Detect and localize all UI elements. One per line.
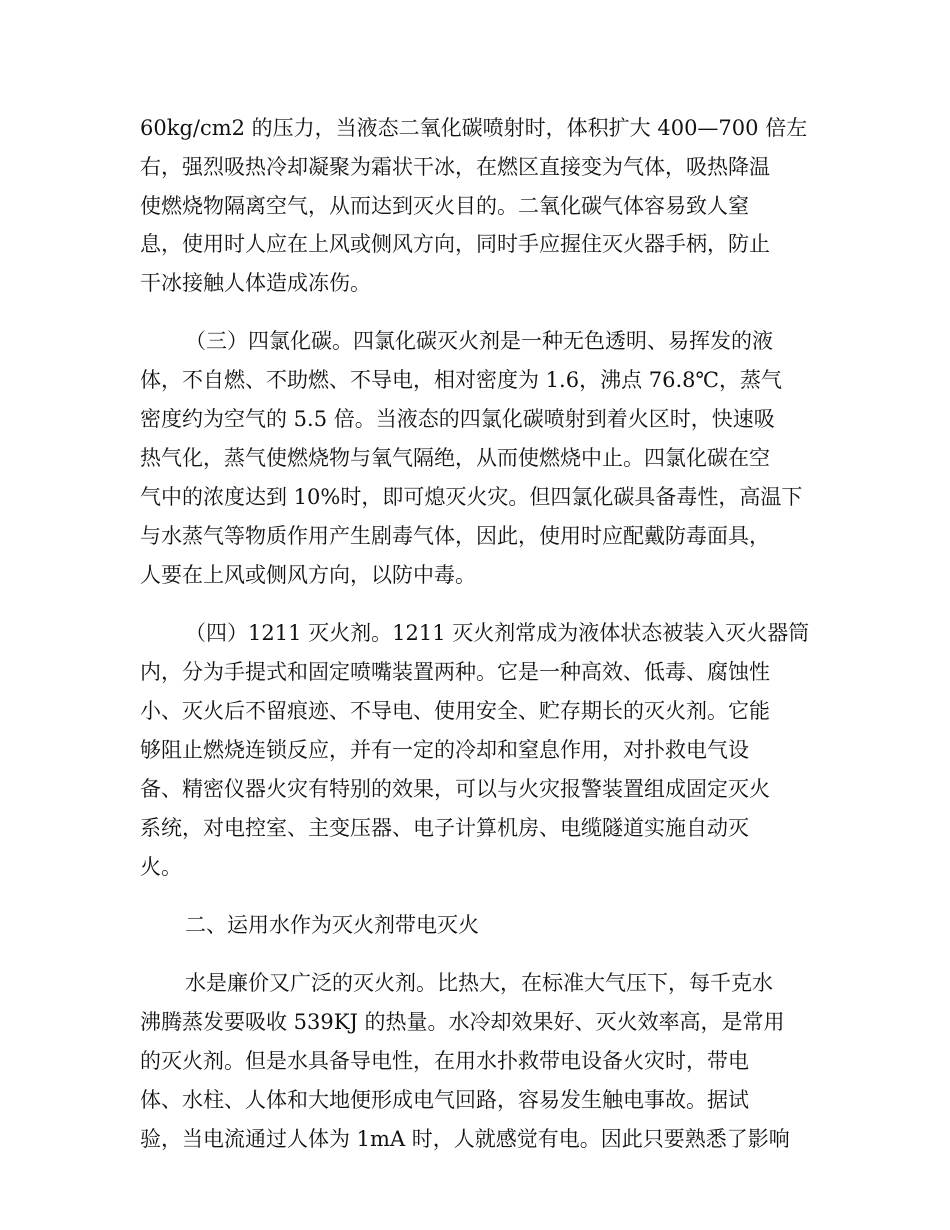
text-line: 60kg/cm2 的压力，当液态二氧化碳喷射时，体积扩大 400—700 倍左	[140, 116, 808, 140]
text-line: 气中的浓度达到 10%时，即可熄灭火灾。但四氯化碳具备毒性，高温下	[140, 485, 803, 509]
text-line: 系统，对电控室、主变压器、电子计算机房、电缆隧道实施自动灭	[140, 816, 749, 840]
paragraph-start-line: 水是廉价又广泛的灭火剂。比热大，在标准大气压下，每千克水	[185, 971, 773, 995]
text-line: 的灭火剂。但是水具备导电性，在用水扑救带电设备火灾时，带电	[140, 1049, 749, 1073]
text-line: 热气化，蒸气使燃烧物与氧气隔绝，从而使燃烧中止。四氯化碳在空	[140, 446, 770, 470]
text-line: 息，使用时人应在上风或侧风方向，同时手应握住灭火器手柄，防止	[140, 232, 770, 256]
text-line: 右，强烈吸热冷却凝聚为霜状干冰，在燃区直接变为气体，吸热降温	[140, 155, 770, 179]
text-line: 体、水柱、人体和大地便形成电气回路，容易发生触电事故。据试	[140, 1088, 749, 1112]
text-line: 小、灭火后不留痕迹、不导电、使用安全、贮存期长的灭火剂。它能	[140, 699, 770, 723]
text-line: 内，分为手提式和固定喷嘴装置两种。它是一种高效、低毒、腐蚀性	[140, 660, 770, 684]
paragraph-start-line: （三）四氯化碳。四氯化碳灭火剂是一种无色透明、易挥发的液	[185, 329, 773, 353]
paragraph-start-line: （四）1211 灭火剂。1211 灭火剂常成为液体状态被装入灭火器筒	[185, 621, 810, 645]
text-line: 火。	[140, 855, 182, 879]
text-line: 沸腾蒸发要吸收 539KJ 的热量。水冷却效果好、灭火效率高，是常用	[140, 1010, 785, 1034]
text-line: 体，不自燃、不助燃、不导电，相对密度为 1.6，沸点 76.8℃，蒸气	[140, 368, 782, 392]
text-line: 使燃烧物隔离空气，从而达到灭火目的。二氧化碳气体容易致人窒	[140, 194, 749, 218]
text-line: 密度约为空气的 5.5 倍。当液态的四氯化碳喷射到着火区时，快速吸	[140, 407, 775, 431]
text-line: 与水蒸气等物质作用产生剧毒气体，因此，使用时应配戴防毒面具，	[140, 524, 770, 548]
text-line: 验，当电流通过人体为 1mA 时，人就感觉有电。因此只要熟悉了影响	[140, 1127, 790, 1151]
text-line: 干冰接触人体造成冻伤。	[140, 271, 371, 295]
text-line: 备、精密仪器火灾有特别的效果，可以与火灾报警装置组成固定灭火	[140, 777, 770, 801]
section-heading: 二、运用水作为灭火剂带电灭火	[185, 913, 479, 937]
text-line: 够阻止燃烧连锁反应，并有一定的冷却和窒息作用，对扑救电气设	[140, 738, 749, 762]
text-line: 人要在上风或侧风方向，以防中毒。	[140, 563, 476, 587]
